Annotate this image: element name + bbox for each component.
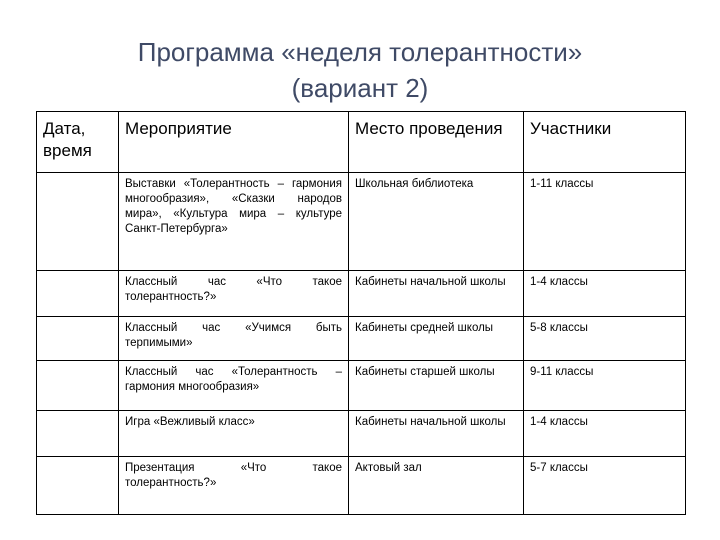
header-event: Мероприятие — [119, 112, 349, 173]
title-line-1: Программа «неделя толерантности» — [137, 37, 583, 67]
cell-date — [37, 457, 119, 515]
cell-event: Выставки «Толерантность – гармония многообразия», «Сказки народов мира», «Культура мира – культуре Санкт-Петербурга» — [119, 173, 349, 271]
cell-event: Игра «Вежливый класс» — [119, 411, 349, 457]
title-line-2: (вариант 2) — [291, 73, 429, 103]
cell-place: Кабинеты начальной школы — [349, 411, 524, 457]
page-title — [0, 34, 720, 106]
table-row — [37, 361, 686, 411]
cell-place: Кабинеты средней школы — [349, 317, 524, 361]
cell-date — [37, 271, 119, 317]
cell-participants: 5-8 классы — [524, 317, 686, 361]
cell-date — [37, 361, 119, 411]
table-row — [37, 173, 686, 271]
cell-event: Классный час «Что такое толерантность?» — [119, 271, 349, 317]
cell-participants: 9-11 классы — [524, 361, 686, 411]
table-row — [37, 317, 686, 361]
cell-participants: 5-7 классы — [524, 457, 686, 515]
schedule-table — [36, 111, 686, 515]
cell-place: Актовый зал — [349, 457, 524, 515]
table-row — [37, 271, 686, 317]
cell-event: Классный час «Толерантность – гармония многообразия» — [119, 361, 349, 411]
cell-participants: 1-11 классы — [524, 173, 686, 271]
cell-date — [37, 411, 119, 457]
cell-place: Кабинеты начальной школы — [349, 271, 524, 317]
table-header-row — [37, 112, 686, 173]
cell-participants: 1-4 классы — [524, 411, 686, 457]
table-row — [37, 457, 686, 515]
header-participants: Участники — [524, 112, 686, 173]
cell-date — [37, 173, 119, 271]
header-place: Место проведения — [349, 112, 524, 173]
cell-event: Презентация «Что такое толерантность?» — [119, 457, 349, 515]
table-row — [37, 411, 686, 457]
cell-participants: 1-4 классы — [524, 271, 686, 317]
cell-place: Школьная библиотека — [349, 173, 524, 271]
cell-date — [37, 317, 119, 361]
cell-event: Классный час «Учимся быть терпимыми» — [119, 317, 349, 361]
cell-place: Кабинеты старшей школы — [349, 361, 524, 411]
header-date: Дата, время — [37, 112, 119, 173]
